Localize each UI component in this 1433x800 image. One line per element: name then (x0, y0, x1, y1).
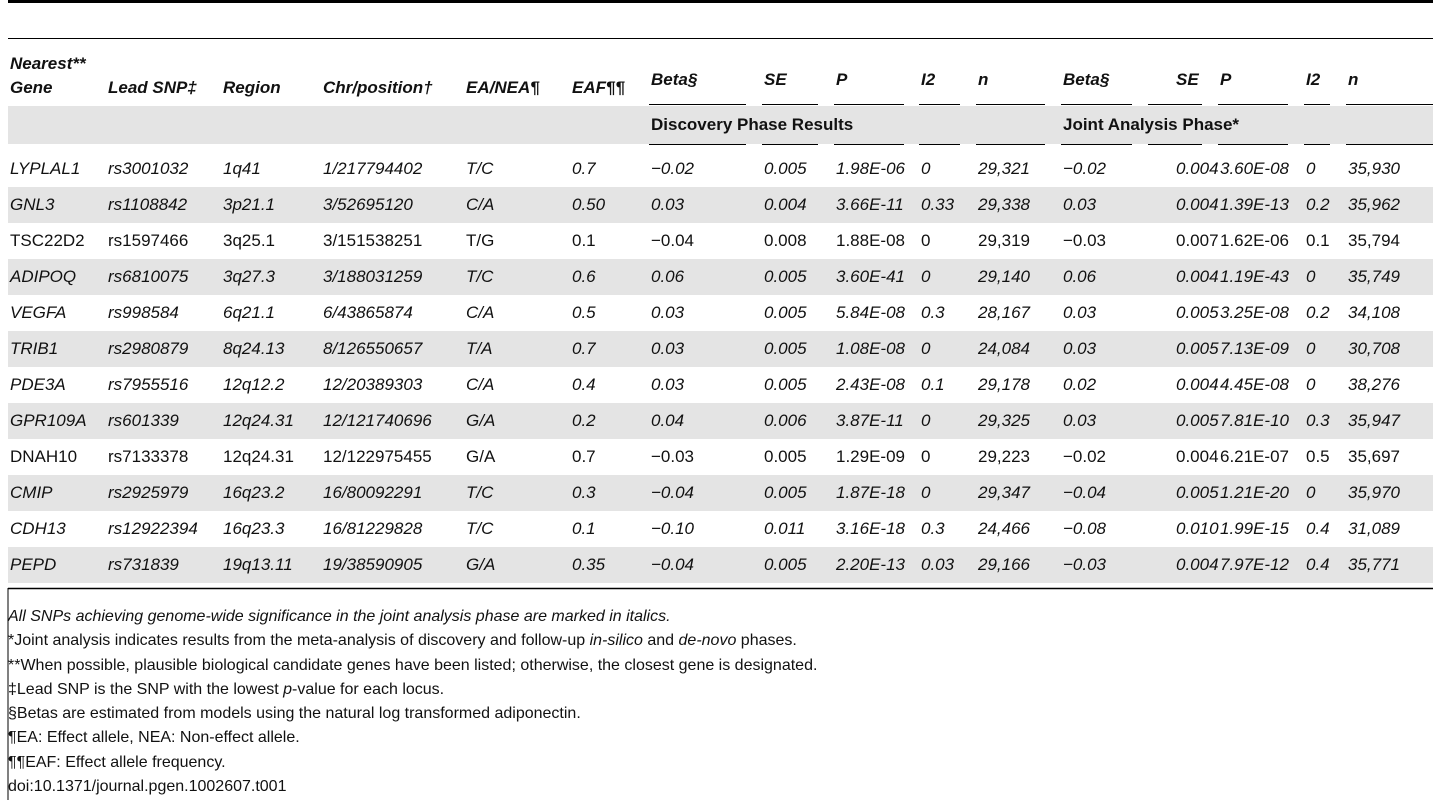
cell-beta-discovery: 0.03 (651, 303, 685, 322)
footnote-eaf: ¶¶EAF: Effect allele frequency. (8, 753, 226, 771)
cell-se-discovery: 0.005 (764, 303, 807, 322)
cell-n-joint: 35,970 (1348, 483, 1400, 502)
cell-se-joint: 0.004 (1176, 447, 1219, 466)
cell-chr-position: 19/38590905 (323, 555, 423, 574)
cell-lead-snp: rs1597466 (108, 231, 189, 250)
cell-p-joint: 1.21E-20 (1220, 483, 1289, 502)
cell-se-discovery: 0.005 (764, 555, 807, 574)
cell-lead-snp: rs1108842 (108, 195, 188, 214)
cell-beta-discovery: −0.04 (651, 483, 695, 502)
cell-i2-joint: 0.5 (1306, 447, 1330, 466)
cell-region: 12q24.31 (223, 447, 294, 466)
cell-se-discovery: 0.006 (764, 411, 807, 430)
cell-chr-position: 1/217794402 (323, 159, 423, 178)
cell-n-discovery: 29,140 (978, 267, 1030, 286)
cell-n-discovery: 29,321 (978, 159, 1030, 178)
discovery-phase-label: Discovery Phase Results (651, 115, 854, 134)
cell-gene: CMIP (10, 483, 53, 502)
cell-chr-position: 12/121740696 (323, 411, 432, 430)
cell-chr-position: 12/122975455 (323, 447, 432, 466)
cell-se-discovery: 0.004 (764, 195, 807, 214)
header-p-joint: P (1220, 70, 1232, 89)
cell-se-joint: 0.005 (1176, 303, 1219, 322)
cell-p-joint: 3.25E-08 (1220, 303, 1289, 322)
cell-eaf: 0.5 (572, 303, 596, 322)
cell-i2-joint: 0.2 (1306, 195, 1330, 214)
cell-gene: GNL3 (10, 195, 55, 214)
cell-gene: DNAH10 (10, 447, 78, 466)
cell-p-joint: 7.97E-12 (1220, 555, 1289, 574)
cell-ea-nea: C/A (466, 195, 495, 214)
cell-beta-joint: −0.04 (1063, 483, 1107, 502)
cell-n-discovery: 24,084 (978, 339, 1030, 358)
table-doi: doi:10.1371/journal.pgen.1002607.t001 (8, 778, 287, 796)
cell-gene: TRIB1 (10, 339, 59, 358)
cell-chr-position: 8/126550657 (323, 339, 423, 358)
cell-lead-snp: rs2925979 (108, 483, 189, 502)
cell-i2-discovery: 0 (921, 411, 931, 430)
cell-beta-joint: −0.03 (1063, 555, 1107, 574)
cell-n-discovery: 29,319 (978, 231, 1030, 250)
cell-lead-snp: rs7133378 (108, 447, 189, 466)
cell-region: 16q23.2 (223, 483, 285, 502)
cell-p-discovery: 3.66E-11 (836, 195, 904, 214)
cell-i2-joint: 0.4 (1306, 555, 1330, 574)
cell-beta-joint: 0.03 (1063, 411, 1097, 430)
cell-se-discovery: 0.008 (764, 231, 807, 250)
header-lead-snp: Lead SNP‡ (108, 78, 197, 97)
cell-eaf: 0.1 (572, 519, 596, 538)
cell-chr-position: 3/188031259 (323, 267, 423, 286)
header-i2-discovery: I2 (921, 70, 936, 89)
cell-i2-joint: 0.1 (1306, 231, 1330, 250)
cell-n-joint: 35,771 (1348, 555, 1400, 574)
header-se-joint: SE (1176, 70, 1199, 89)
cell-n-joint: 35,697 (1348, 447, 1400, 466)
cell-i2-discovery: 0.1 (921, 375, 945, 394)
cell-i2-discovery: 0 (921, 159, 931, 178)
cell-ea-nea: G/A (466, 411, 496, 430)
cell-n-discovery: 29,347 (978, 483, 1030, 502)
header-beta-joint: Beta§ (1063, 70, 1110, 89)
cell-chr-position: 6/43865874 (323, 303, 413, 322)
cell-se-discovery: 0.005 (764, 159, 807, 178)
cell-p-discovery: 1.98E-06 (836, 159, 905, 178)
cell-lead-snp: rs601339 (108, 411, 179, 430)
cell-beta-joint: −0.02 (1063, 159, 1107, 178)
cell-p-discovery: 3.16E-18 (836, 519, 905, 538)
header-gene-line2: Gene (10, 78, 53, 97)
cell-i2-discovery: 0 (921, 483, 931, 502)
header-i2-joint: I2 (1306, 70, 1321, 89)
cell-gene: VEGFA (10, 303, 67, 322)
cell-gene: PEPD (10, 555, 57, 574)
cell-beta-discovery: 0.04 (651, 411, 685, 430)
cell-n-joint: 35,749 (1348, 267, 1400, 286)
cell-se-discovery: 0.005 (764, 375, 807, 394)
cell-region: 3q27.3 (223, 267, 275, 286)
cell-lead-snp: rs2980879 (108, 339, 189, 358)
footnote-joint-text-e: phases. (736, 632, 797, 650)
cell-beta-joint: 0.03 (1063, 303, 1097, 322)
cell-se-discovery: 0.005 (764, 339, 807, 358)
cell-p-discovery: 3.60E-41 (836, 267, 905, 286)
cell-gene: GPR109A (10, 411, 87, 430)
cell-se-joint: 0.004 (1176, 267, 1219, 286)
cell-ea-nea: T/C (466, 159, 494, 178)
cell-i2-joint: 0 (1306, 339, 1316, 358)
cell-n-discovery: 29,166 (978, 555, 1030, 574)
cell-i2-discovery: 0.03 (921, 555, 955, 574)
cell-se-discovery: 0.005 (764, 447, 807, 466)
cell-ea-nea: T/A (466, 339, 493, 358)
cell-lead-snp: rs6810075 (108, 267, 189, 286)
cell-p-joint: 7.13E-09 (1220, 339, 1289, 358)
table-footnotes (8, 605, 1428, 799)
cell-beta-discovery: 0.03 (651, 375, 685, 394)
footnote-betas: §Betas are estimated from models using the natural log transformed adiponectin. (8, 705, 581, 723)
cell-i2-discovery: 0 (921, 339, 931, 358)
cell-se-joint: 0.004 (1176, 375, 1219, 394)
cell-i2-discovery: 0 (921, 231, 931, 250)
table-top-rule (8, 0, 1433, 3)
header-se-discovery: SE (764, 70, 787, 89)
cell-p-discovery: 1.29E-09 (836, 447, 905, 466)
cell-lead-snp: rs998584 (108, 303, 179, 322)
cell-p-discovery: 3.87E-11 (836, 411, 904, 430)
cell-n-discovery: 29,223 (978, 447, 1030, 466)
cell-i2-joint: 0 (1306, 483, 1316, 502)
cell-se-joint: 0.007 (1176, 231, 1219, 250)
cell-i2-joint: 0.3 (1306, 411, 1330, 430)
cell-n-joint: 35,947 (1348, 411, 1400, 430)
cell-i2-joint: 0 (1306, 375, 1316, 394)
cell-p-discovery: 2.43E-08 (836, 375, 905, 394)
cell-beta-joint: 0.02 (1063, 375, 1097, 394)
cell-i2-joint: 0.2 (1306, 303, 1330, 322)
cell-p-joint: 1.99E-15 (1220, 519, 1289, 538)
cell-region: 3q25.1 (223, 231, 275, 250)
cell-eaf: 0.7 (572, 447, 596, 466)
cell-p-joint: 4.45E-08 (1220, 375, 1289, 394)
cell-beta-discovery: 0.03 (651, 195, 685, 214)
cell-region: 12q12.2 (223, 375, 285, 394)
cell-n-joint: 35,962 (1348, 195, 1400, 214)
cell-i2-discovery: 0.3 (921, 303, 945, 322)
cell-region: 12q24.31 (223, 411, 294, 430)
cell-i2-joint: 0 (1306, 267, 1316, 286)
cell-ea-nea: C/A (466, 375, 495, 394)
cell-p-discovery: 1.87E-18 (836, 483, 905, 502)
cell-p-joint: 7.81E-10 (1220, 411, 1289, 430)
cell-beta-joint: 0.03 (1063, 195, 1097, 214)
cell-chr-position: 3/151538251 (323, 231, 423, 250)
cell-ea-nea: T/G (466, 231, 495, 250)
cell-eaf: 0.3 (572, 483, 596, 502)
footnote-joint-text-b: in-silico (589, 632, 643, 650)
cell-beta-joint: 0.06 (1063, 267, 1097, 286)
cell-beta-discovery: −0.04 (651, 231, 695, 250)
cell-region: 3p21.1 (223, 195, 275, 214)
cell-se-discovery: 0.011 (764, 519, 806, 538)
footnote-lead-snp (8, 678, 1428, 702)
cell-gene: LYPLAL1 (10, 159, 81, 178)
cell-n-joint: 38,276 (1348, 375, 1400, 394)
cell-p-joint: 6.21E-07 (1220, 447, 1289, 466)
cell-ea-nea: G/A (466, 555, 496, 574)
cell-n-discovery: 29,338 (978, 195, 1030, 214)
footnote-joint-text-d: de-novo (678, 632, 737, 650)
cell-n-joint: 35,794 (1348, 231, 1400, 250)
cell-p-joint: 3.60E-08 (1220, 159, 1289, 178)
joint-phase-label: Joint Analysis Phase* (1063, 115, 1240, 134)
cell-beta-joint: −0.02 (1063, 447, 1107, 466)
cell-se-joint: 0.005 (1176, 411, 1219, 430)
cell-p-discovery: 5.84E-08 (836, 303, 905, 322)
cell-beta-joint: 0.03 (1063, 339, 1097, 358)
cell-region: 19q13.11 (223, 555, 293, 574)
cell-i2-joint: 0 (1306, 159, 1316, 178)
footnote-joint-text-a: *Joint analysis indicates results from the meta-analysis of discovery and follow-up (8, 632, 590, 650)
cell-i2-discovery: 0 (921, 447, 931, 466)
header-n-discovery: n (978, 70, 989, 89)
footnote-italics-text: All SNPs achieving genome-wide significance in the joint analysis phase are marked in italics. (8, 608, 671, 625)
cell-ea-nea: C/A (466, 303, 495, 322)
cell-gene: CDH13 (10, 519, 66, 538)
footnote-joint-analysis (8, 629, 1428, 653)
cell-se-joint: 0.004 (1176, 195, 1219, 214)
cell-lead-snp: rs731839 (108, 555, 179, 574)
cell-i2-discovery: 0.3 (921, 519, 945, 538)
cell-chr-position: 16/80092291 (323, 483, 423, 502)
cell-chr-position: 3/52695120 (323, 195, 413, 214)
cell-ea-nea: G/A (466, 447, 496, 466)
cell-se-joint: 0.004 (1176, 555, 1219, 574)
header-gene-line1: Nearest** (10, 54, 86, 73)
cell-se-joint: 0.004 (1176, 159, 1219, 178)
cell-se-discovery: 0.005 (764, 483, 807, 502)
cell-se-discovery: 0.005 (764, 267, 807, 286)
cell-eaf: 0.2 (572, 411, 596, 430)
footnote-joint-text-c: and (642, 632, 679, 650)
cell-n-discovery: 24,466 (978, 519, 1030, 538)
cell-ea-nea: T/C (466, 519, 494, 538)
cell-p-discovery: 1.88E-08 (836, 231, 905, 250)
cell-n-discovery: 29,178 (978, 375, 1030, 394)
cell-n-joint: 34,108 (1348, 303, 1400, 322)
cell-ea-nea: T/C (466, 483, 494, 502)
footnote-italics (8, 605, 1428, 629)
header-n-joint: n (1348, 70, 1359, 89)
cell-beta-joint: −0.08 (1063, 519, 1107, 538)
cell-beta-discovery: −0.10 (651, 519, 695, 538)
cell-region: 1q41 (223, 159, 261, 178)
cell-n-discovery: 28,167 (978, 303, 1030, 322)
header-p-discovery: P (836, 70, 848, 89)
cell-lead-snp: rs7955516 (108, 375, 189, 394)
header-eaf: EAF¶¶ (572, 78, 625, 97)
cell-eaf: 0.1 (572, 231, 596, 250)
cell-beta-discovery: −0.04 (651, 555, 695, 574)
cell-chr-position: 12/20389303 (323, 375, 423, 394)
cell-gene: ADIPOQ (10, 267, 77, 286)
cell-eaf: 0.4 (572, 375, 596, 394)
cell-i2-discovery: 0 (921, 267, 931, 286)
footnote-lead-snp-text-a: ‡Lead SNP is the SNP with the lowest (8, 680, 284, 698)
cell-lead-snp: rs12922394 (108, 519, 198, 538)
cell-n-joint: 35,930 (1348, 159, 1400, 178)
footnote-lead-snp-text-b: p (283, 680, 293, 698)
cell-gene: TSC22D2 (10, 231, 85, 250)
cell-n-discovery: 29,325 (978, 411, 1030, 430)
cell-se-joint: 0.010 (1176, 519, 1219, 538)
table-header-rule (8, 38, 1433, 39)
cell-n-joint: 30,708 (1348, 339, 1400, 358)
cell-eaf: 0.6 (572, 267, 596, 286)
cell-n-joint: 31,089 (1348, 519, 1400, 538)
cell-ea-nea: T/C (466, 267, 494, 286)
cell-beta-discovery: −0.02 (651, 159, 695, 178)
cell-beta-discovery: −0.03 (651, 447, 695, 466)
cell-p-joint: 1.19E-43 (1220, 267, 1289, 286)
cell-beta-discovery: 0.03 (651, 339, 685, 358)
cell-p-joint: 1.39E-13 (1220, 195, 1289, 214)
cell-se-joint: 0.005 (1176, 339, 1219, 358)
footnote-lead-snp-text-c: -value for each locus. (292, 680, 445, 698)
cell-beta-discovery: 0.06 (651, 267, 685, 286)
cell-eaf: 0.50 (572, 195, 606, 214)
cell-region: 8q24.13 (223, 339, 285, 358)
cell-p-discovery: 2.20E-13 (836, 555, 905, 574)
cell-p-joint: 1.62E-06 (1220, 231, 1289, 250)
cell-i2-discovery: 0.33 (921, 195, 955, 214)
cell-beta-joint: −0.03 (1063, 231, 1107, 250)
cell-eaf: 0.7 (572, 159, 596, 178)
cell-chr-position: 16/81229828 (323, 519, 423, 538)
header-chr-position: Chr/position† (323, 78, 433, 97)
cell-p-discovery: 1.08E-08 (836, 339, 905, 358)
cell-se-joint: 0.005 (1176, 483, 1219, 502)
footnote-ea-nea: ¶EA: Effect allele, NEA: Non-effect allele. (8, 729, 300, 747)
cell-eaf: 0.35 (572, 555, 606, 574)
cell-gene: PDE3A (10, 375, 66, 394)
cell-lead-snp: rs3001032 (108, 159, 189, 178)
cell-eaf: 0.7 (572, 339, 596, 358)
footnote-candidate-genes: **When possible, plausible biological candidate genes have been listed; otherwise, the closest gene is designated. (8, 656, 818, 674)
header-beta-discovery: Beta§ (651, 70, 698, 89)
cell-i2-joint: 0.4 (1306, 519, 1330, 538)
header-ea-nea: EA/NEA¶ (466, 78, 540, 97)
cell-region: 16q23.3 (223, 519, 285, 538)
header-region: Region (223, 78, 281, 97)
cell-region: 6q21.1 (223, 303, 275, 322)
